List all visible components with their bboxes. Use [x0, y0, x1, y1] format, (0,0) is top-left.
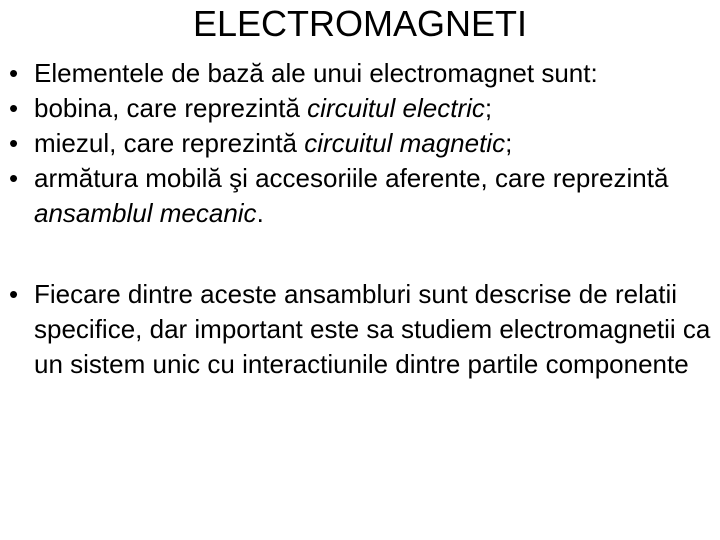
bullet-icon: •: [9, 93, 19, 123]
bullet-item-coil: [0, 91, 720, 126]
bullet-item-elements: [0, 56, 720, 91]
bullet-icon: •: [9, 58, 19, 88]
bullet-icon: •: [9, 279, 19, 309]
bullet-text: bobina, care reprezintă: [34, 93, 308, 123]
bullet-text: Elementele de bază ale unui electromagnet sunt:: [34, 58, 598, 88]
bullet-list: [0, 56, 720, 382]
bullet-item-armature: [0, 161, 720, 231]
bullet-icon: •: [9, 163, 19, 193]
bullet-text: miezul, care reprezintă: [34, 128, 305, 158]
bullet-text-end: ;: [484, 93, 493, 123]
bullet-text-end: .: [256, 198, 264, 228]
bullet-text-end: ;: [505, 128, 513, 158]
bullet-item-core: [0, 126, 720, 161]
bullet-text: armătura mobilă şi accesoriile aferente, care reprezintă: [34, 163, 669, 193]
bullet-emphasis: ansamblul mecanic: [34, 198, 257, 228]
bullet-emphasis: circuitul electric: [307, 93, 485, 123]
bullet-icon: •: [9, 128, 19, 158]
slide-title: ELECTROMAGNETI: [192, 3, 528, 44]
bullet-item-summary: [0, 277, 720, 382]
bullet-text: Fiecare dintre aceste ansambluri sunt descrise de relatii specifice, dar important este sa studiem electromagnetii ca un sistem unic cu interactiunile dintre partile componente: [34, 279, 711, 379]
bullet-emphasis: circuitul magnetic: [304, 128, 506, 158]
